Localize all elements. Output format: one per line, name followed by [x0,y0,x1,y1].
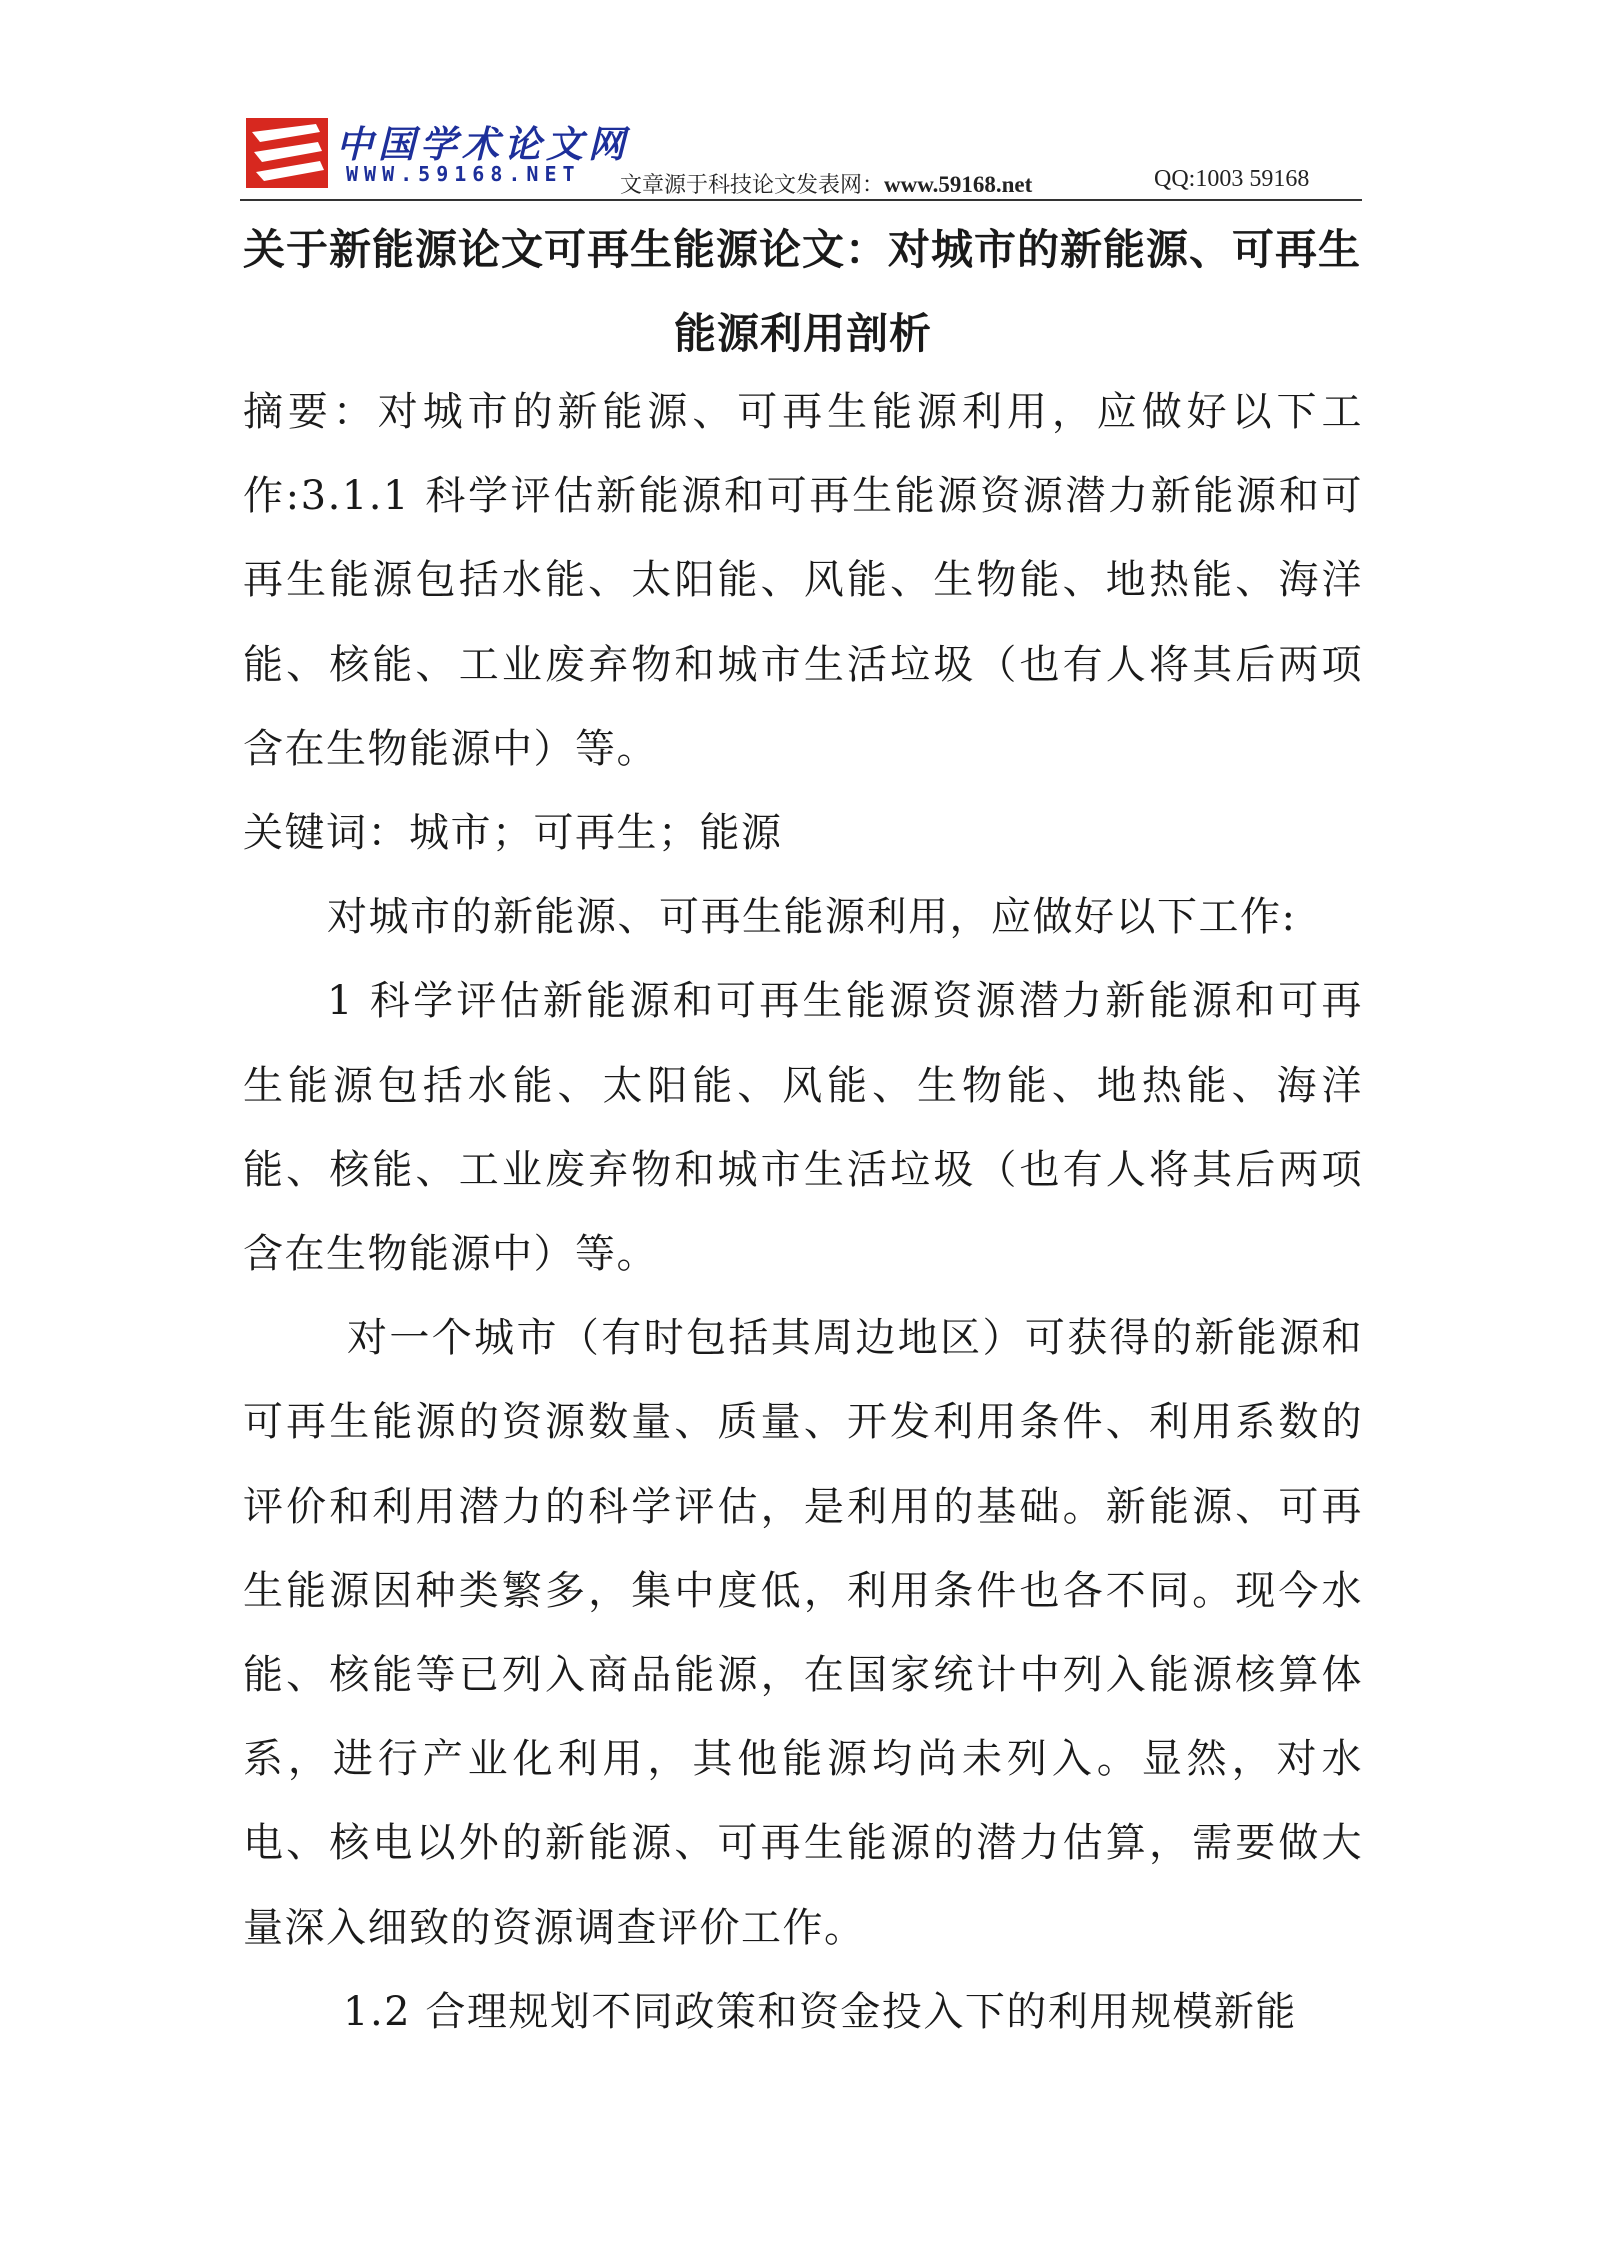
logo-emblem-icon [246,118,328,188]
header-divider [240,199,1362,201]
title-line-1: 关于新能源论文可再生能源论文：对城市的新能源、可再生 [243,225,1362,274]
site-logo[interactable] [240,112,630,192]
logo-chinese-text: 中国学术论文网 [336,122,630,166]
body-paragraph-2: 1 科学评估新能源和可再生能源资源潜力新能源和可再生能源包括水能、太阳能、风能、生物能、地热能、海洋能、核能、工业废弃物和城市生活垃圾（也有人将其后两项含在生物能源中）等。 [243,978,1363,1278]
logo-url-text: WWW.59168.NET [346,162,581,186]
title-line-2: 能源利用剖析 [673,309,932,358]
article-body [243,370,1363,2054]
body-paragraph-1: 对城市的新能源、可再生能源利用，应做好以下工作: [327,894,1297,941]
article-title [243,208,1363,376]
body-paragraph-3: 对一个城市（有时包括其周边地区）可获得的新能源和可再生能源的资源数量、质量、开发利用条件、利用系数的评价和利用潜力的科学评估，是利用的基础。新能源、可再生能源因种类繁多，集中度低，利用条件也各不同。现今水能、核能等已列入商品能源，在国家统计中列入能源核算体系，进行产业化利用，其他能源均尚未列入。显然，对水电、核电以外的新能源、可再生能源的潜力估算，需要做大量深入细致的资源调查评价工作。 [243,1315,1363,1951]
keywords-line: 关键词：城市；可再生；能源 [243,810,783,857]
abstract-paragraph: 摘要：对城市的新能源、可再生能源利用，应做好以下工作:3.1.1 科学评估新能源和可再生能源资源潜力新能源和可再生能源包括水能、太阳能、风能、生物能、地热能、海洋能、核能、工业废弃物和城市生活垃圾（也有人将其后两项含在生物能源中）等。 [243,389,1363,772]
page-header [240,112,1360,200]
section-heading-1-2: 1.2 合理规划不同政策和资金投入下的利用规模新能 [343,1988,1297,2035]
header-qq-text: QQ:1003 59168 [1154,166,1310,192]
source-label: 文章源于科技论文发表网： [620,173,885,198]
header-source-text [620,168,1032,199]
source-site-link[interactable]: www.59168.net [884,172,1033,197]
